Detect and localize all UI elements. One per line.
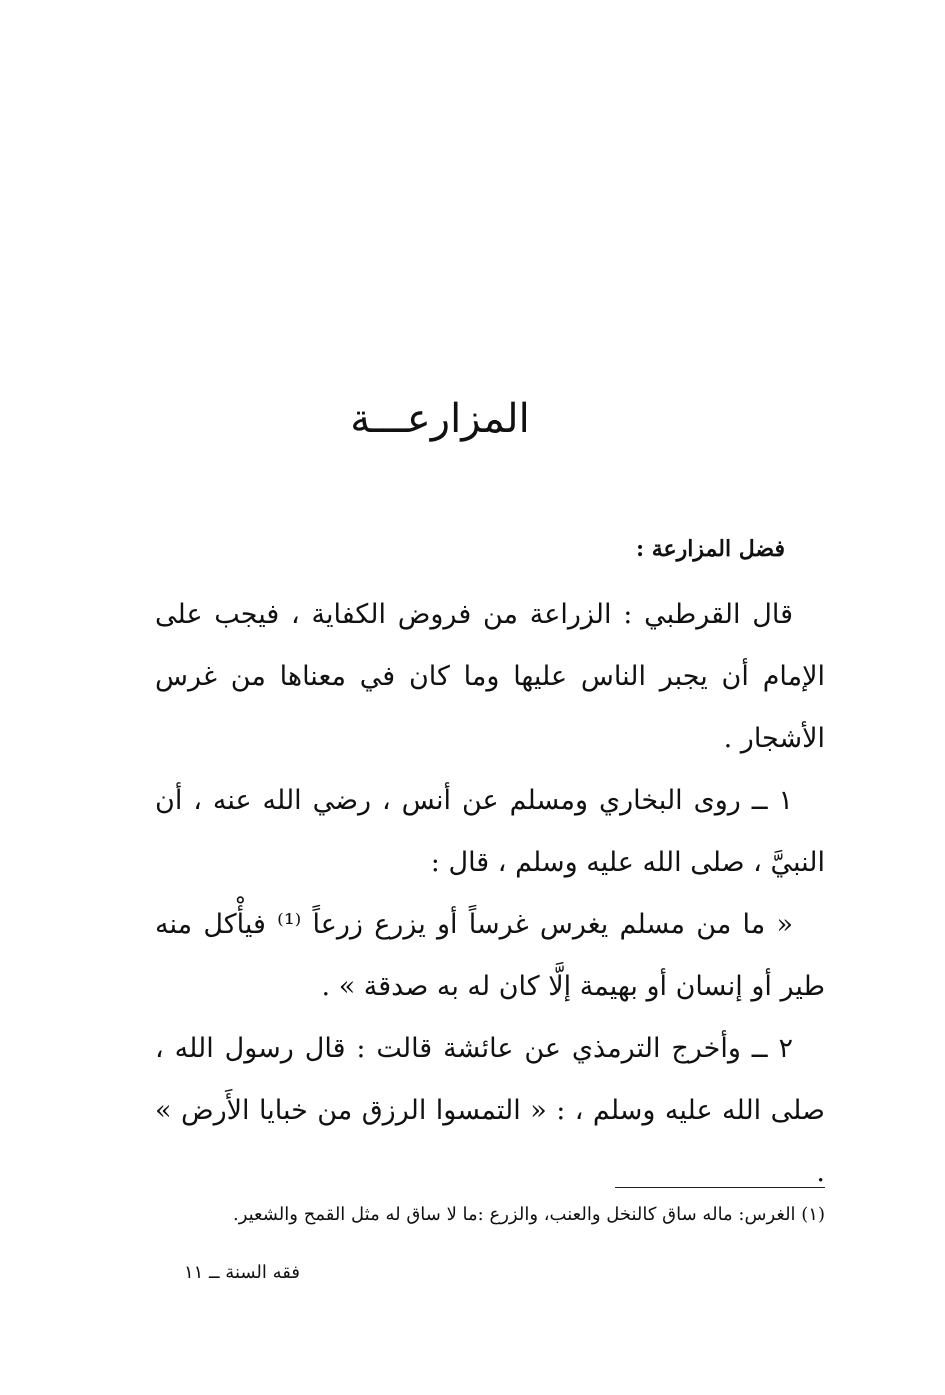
paragraph-hadith-1-intro: ١ ــ روى البخاري ومسلم عن أنس ، رضي الله عنه ، أن النبيَّ ، صلى الله عليه وسلم ، قال :: [155, 785, 825, 878]
body-text: [155, 584, 825, 1204]
page-footer: فقه السنة ــ ١١: [183, 1262, 300, 1283]
paragraph-qurtubi: قال القرطبي : الزراعة من فروض الكفاية ، فيجب على الإمام أن يجبر الناس عليها وما كان في معناها من غرس الأشجار .: [155, 599, 825, 754]
footnote: (١) الغرس: ماله ساق كالنخل والعنب، والزرع :ما لا ساق له مثل القمح والشعير.: [232, 1204, 825, 1225]
section-heading: فضل المزارعة :: [635, 536, 785, 562]
paragraph-hadith-1-text: « ما من مسلم يغرس غرساً أو يزرع زرعاً ⁽¹⁾ فيأْكل منه طير أو إنسان أو بهيمة إلَّا كان له به صدقة » .: [155, 909, 825, 1002]
paragraph-hadith-2: ٢ ــ وأخرج الترمذي عن عائشة قالت : قال رسول الله ، صلى الله عليه وسلم ، : « التمسوا الرزق من خبايا الأَرض » .: [155, 1033, 825, 1188]
page-title: المزارعـــة: [350, 396, 530, 442]
footnote-divider: [615, 1187, 825, 1188]
